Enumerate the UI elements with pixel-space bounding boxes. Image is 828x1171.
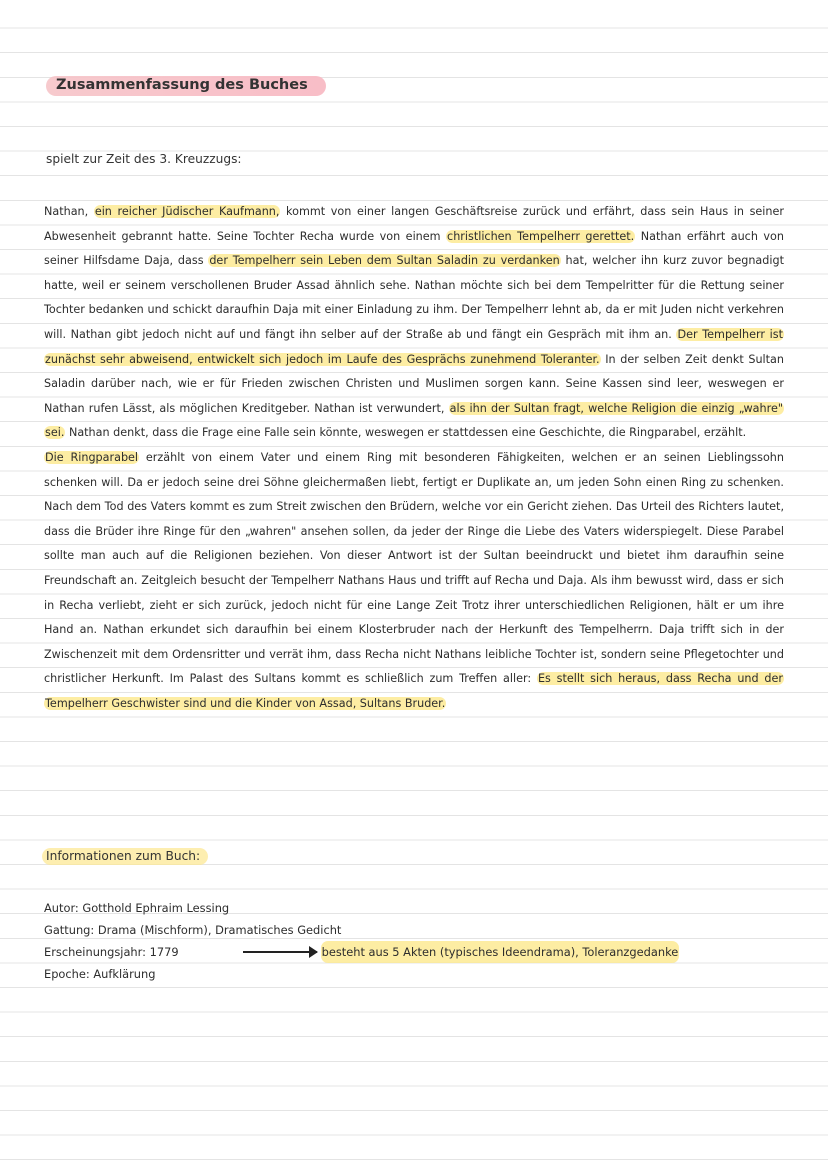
time-subheading: spielt zur Zeit des 3. Kreuzzugs:: [46, 152, 242, 166]
info-subheading: Informationen zum Buch:: [42, 848, 208, 865]
summary-text-segment: Nathan erfährt auch von seiner Hilfsdame Daja, dass: [44, 229, 784, 268]
summary-text-segment: kommt von einer langen Geschäftsreise zurück und erfährt, dass sein Haus in seiner Abwesenheit gebrannt hatte. Seine Tochter Recha wurde von einem: [44, 205, 784, 243]
summary-text-segment: hat, welcher ihn kurz zuvor begnadigt hatte, weil er seinem verschollenen Bruder Assad ähnlich sehe. Nathan möchte sich bei dem Tempelritter für die Rettung seiner Tochter bedanken und schickt daraufhin Daja mit einer Einladung zu ihm. Der Tempelherr lehnt ab, da er mit Juden nicht verkehren will. Nathan gibt jedoch nicht auf und fängt ihn selber auf der Straße ab und fängt ein Gespräch mit ihm an.: [44, 254, 784, 341]
info-year-note: besteht aus 5 Akten (typisches Ideendrama), Toleranzgedanke: [321, 941, 680, 963]
highlighted-text: der Tempelherr sein Leben dem Sultan Saladin zu verdanken: [209, 254, 560, 268]
highlighted-text: Die Ringparabel: [45, 450, 139, 464]
summary-text-segment: Nathan,: [44, 205, 94, 218]
summary-paragraph-2: [44, 446, 784, 717]
info-year-row: [44, 941, 679, 963]
info-author: Autor: Gotthold Ephraim Lessing: [44, 901, 230, 915]
highlighted-text: als ihn der Sultan fragt, welche Religion die einzig „wahre" sei.: [45, 401, 783, 440]
book-info: [44, 897, 679, 985]
arrow-right-icon: [243, 951, 317, 953]
highlighted-text: Der Tempelherr ist zunächst sehr abweisend, entwickelt sich jedoch im Laufe des Gesprächs zunehmend Toleranter.: [45, 327, 783, 366]
info-epoch: Epoche: Aufklärung: [44, 967, 156, 981]
highlighted-text: christlichen Tempelherr gerettet.: [447, 229, 635, 243]
highlighted-text: Es stellt sich heraus, dass Recha und der Tempelherr Geschwister sind und die Kinder von Assad, Sultans Bruder.: [45, 672, 783, 710]
page-title: Zusammenfassung des Buches: [46, 76, 326, 96]
highlighted-text: ein reicher Jüdischer Kaufmann,: [94, 205, 280, 218]
info-genre: Gattung: Drama (Mischform), Dramatisches Gedicht: [44, 923, 342, 937]
summary-paragraph-1: [44, 200, 784, 446]
summary-text-segment: Nathan denkt, dass die Frage eine Falle sein könnte, weswegen er stattdessen eine Geschichte, die Ringparabel, erzählt.: [65, 426, 747, 440]
summary-text-segment: erzählt von einem Vater und einem Ring mit besonderen Fähigkeiten, welchen er an seinen Lieblingssohn schenken will. Da er jedoch seine drei Söhne gleichermaßen liebt, fertigt er Duplikate an, um jeden Sohn einen Ring zu schenken. Nach dem Tod des Vaters kommt es zum Streit zwischen den Brüdern, welche vor ein Gericht ziehen. Das Urteil des Richters lautet, dass die Brüder ihre Ringe für den „wahren" ansehen sollen, da jeder der Ringe die Liebe des Vaters widerspiegelt. Diese Parabel sollte man auch auf die Religionen beziehen. Von dieser Antwort ist der Sultan beeindruckt und bietet ihm daraufhin seine Freundschaft an. Zeitgleich besucht der Tempelherr Nathans Haus und trifft auf Recha und Daja. Als ihm bewusst wird, dass er sich in Recha verliebt, zieht er sich zurück, jedoch nicht für eine Lange Zeit Trotz ihrer unterschiedlichen Religionen, hält er um ihre Hand an. Nathan erkundet sich daraufhin bei einem Klosterbruder nach der Herkunft des Tempelherrn. Daja trifft sich in der Zwischenzeit mit dem Ordensritter und verrät ihm, dass Recha nicht Nathans leibliche Tochter ist, sondern seine Pflegetochter und christlicher Herkunft. Im Palast des Sultans kommt es schließlich zum Treffen aller:: [44, 450, 784, 686]
summary-text-segment: In der selben Zeit denkt Sultan Saladin darüber nach, wie er für Frieden zwischen Christen und Muslimen sorgen kann. Seine Kassen sind leer, weswegen er Nathan rufen Lässt, als möglichen Kreditgeber. Nathan ist verwundert,: [44, 352, 784, 415]
summary-text: [44, 200, 784, 716]
info-year: Erscheinungsjahr: 1779: [44, 945, 179, 959]
